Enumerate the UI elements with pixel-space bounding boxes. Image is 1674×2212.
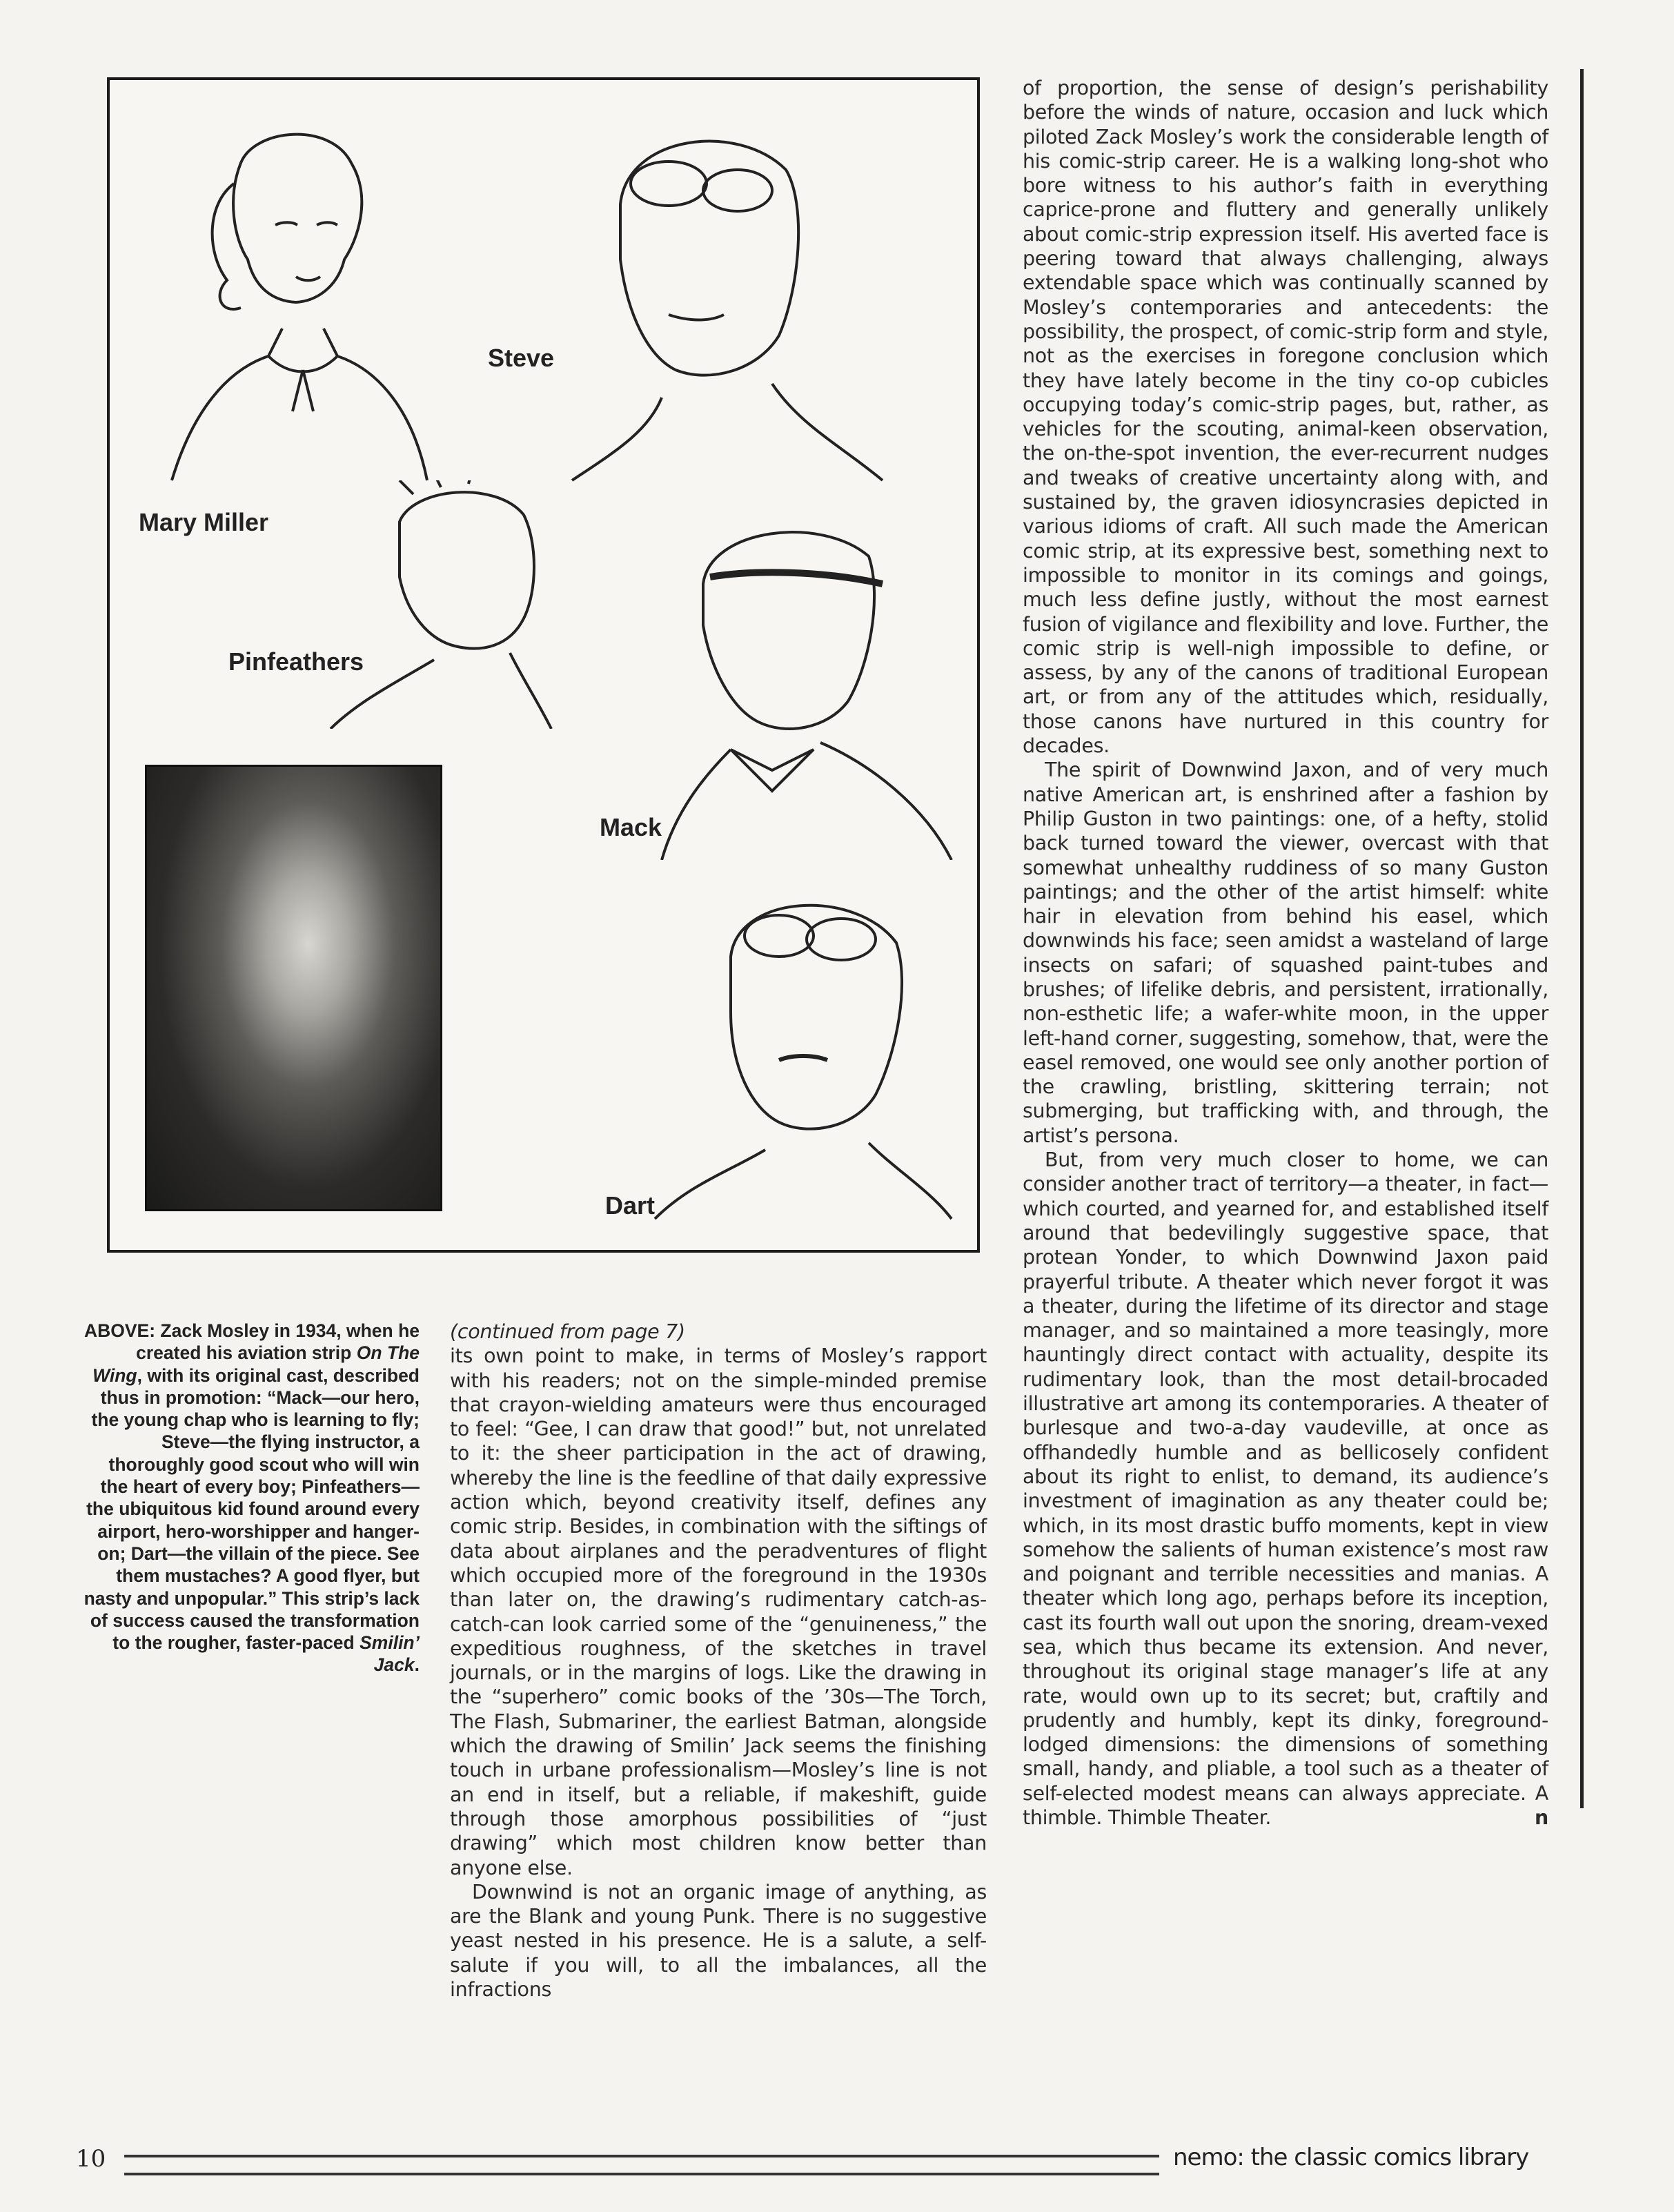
magazine-name: nemo: the classic comics library xyxy=(1173,2144,1529,2171)
label-pinfeathers: Pinfeathers xyxy=(228,647,364,676)
paragraph: The spirit of Downwind Jaxon, and of very much native American art, is enshrined after a fashion by Philip Guston in two paintings: one, of a hefty, stolid back turned toward the viewer, overcast with that somewhat unhealthy ruddiness of so many Guston paintings; and the other of the artist himself: white hair in elevation from behind his easel, which downwinds his face; seen amidst a wasteland of large insects on safari; of squashed paint-tubes and brushes; of lifelike debris, and persistent, irrationally, non-esthetic life; a wafer-white moon, in the upper left-hand corner, suggesting, somehow, that, were the easel removed, one would see only another portion of the crawling, bristling, skittering terrain; not submerging, but trafficking with, and through, the artist’s persona. xyxy=(1023,758,1548,1147)
zack-mosley-photo xyxy=(145,765,442,1211)
article-column-right xyxy=(1023,76,1548,1830)
dart-sketch xyxy=(607,874,965,1233)
caption-text: Zack Mosley in 1934, when he created his aviation strip xyxy=(136,1320,420,1364)
caption-strip-title: Smilin’ Jack xyxy=(360,1632,420,1676)
caption-lead: ABOVE: xyxy=(83,1320,156,1341)
footer-double-rule xyxy=(124,2155,1159,2175)
caption-text: , with its original cast, described thus in promotion: “Mack—our hero, the young chap who is learning to fly; Steve—the flying instructor, a thoroughly good scout who will win the heart of every boy; Pinfeathers—the ubiquitous kid found around every airport, hero-worshipper and hanger-on; Dart—the villain of the piece. See them mustaches? A good flyer, but nasty and unpopular.” This strip’s lack of success caused the transformation to the rougher, faster-paced xyxy=(83,1364,420,1654)
paragraph: Downwind is not an organic image of anything, as are the Blank and young Punk. There is no suggestive yeast nested in his presence. He is a salute, a self-salute if you will, to all the imbalances, all the infractions xyxy=(450,1880,987,2001)
continued-note: (continued from page 7) xyxy=(450,1320,685,1343)
label-mack: Mack xyxy=(600,813,662,841)
label-mary-miller: Mary Miller xyxy=(139,508,269,536)
paragraph xyxy=(1023,1148,1548,1830)
page-number: 10 xyxy=(76,2145,106,2173)
steve-sketch xyxy=(510,108,896,494)
paragraph: its own point to make, in terms of Mosley’s rapport with his readers; not on the simple-minded premise that crayon-wielding amateurs were thus encouraged to feel: “Gee, I can draw that good!” but, not unrelated to it: the sheer participation in the act of drawing, whereby the line is the feedline of that daily expressive action which, beyond creativity itself, defines any comic strip. Besides, in combination with the siftings of data about airplanes and the peradventures of flight which occupied more of the foreground in the 1930s than later on, the drawing’s rudimentary catch-as-catch-can look carried some of the “genuineness,” the expeditious roughness, of the sketches in travel journals, or in the margins of logs. Like the drawing in the “superhero” comic books of the ’30s—The Torch, The Flash, Submariner, the earliest Batman, alongside which the drawing of Smilin’ Jack seems the finishing touch in urbane professionalism—Mosley’s line is not an end in itself, but a reliable, if makeshift, guide through those amorphous possibilities of “just drawing” which most children know better than anyone else. xyxy=(450,1344,987,1879)
label-steve: Steve xyxy=(488,344,555,372)
caption-strip-title: On The Wing xyxy=(92,1342,420,1386)
paragraph-text: But, from very much closer to home, we can consider another tract of territory—a theater, in fact—which courted, and yearned for, and established itself around that bedevilingly suggestive space, that protean Yonder, to which Downwind Jaxon paid prayerful tribute. A theater which never forgot it was a theater, during the lifetime of its director and stage manager, and so maintained a more teasingly, more hauntingly direct contact with actuality, despite its rudimentary look, than the most detail-brocaded illustrative art among its contemporaries. A theater of burlesque and two-a-day vaudeville, at once as offhandedly humble and as bellicosely confident about its right to enlist, to demand, its audience’s investment of imagination as any theater could be; which, in its most drastic buffo moments, kept in view somehow the salients of human existence’s most raw and poignant and terrible necessities and manias. A theater which long ago, perhaps before its inception, cast its fourth wall out upon the snoring, dream-vexed sea, which thus became its extension. And never, throughout its original stage manager’s life at any rate, would own up to its secret; but, craftily and prudently and humbly, kept its dinky, foreground-lodged dimensions: the dimensions of something small, handy, and pliable, a tool such as a theater of self-elected modest means can always appreciate. A thimble. Thimble Theater. xyxy=(1023,1148,1548,1830)
page-footer xyxy=(69,2140,1628,2181)
caption-text: . xyxy=(414,1654,420,1676)
photo-caption xyxy=(81,1320,420,1676)
mack-sketch xyxy=(648,501,965,860)
mary-miller-sketch xyxy=(151,121,441,508)
column-rule xyxy=(1580,69,1584,1808)
pinfeathers-sketch xyxy=(317,480,607,729)
article-column-middle xyxy=(450,1320,987,2001)
label-dart: Dart xyxy=(605,1191,656,1220)
end-mark: n xyxy=(1535,1806,1548,1830)
paragraph: of proportion, the sense of design’s perishability before the winds of nature, occasion and luck which piloted Zack Mosley’s work the considerable length of his comic-strip career. He is a walking long-shot who bore witness to his author’s faith in everything caprice-prone and fluttery and generally unlikely about comic-strip expression itself. His averted face is peering toward that always challenging, always extendable space which was continually scanned by Mosley’s contemporaries and antecedents: the possibility, the prospect, of comic-strip form and style, not as the exercises in foregone conclusion which they have lately become in the tiny co-op cubicles occupying today’s comic-strip pages, but, rather, as vehicles for the scouting, animal-keen observation, the on-the-spot invention, the ever-recurrent nudges and tweaks of creative uncertainty along with, and sustained by, the graven idiosyncrasies depicted in various idioms of craft. All such made the American comic strip, at its expressive best, something next to impossible to monitor in its comings and goings, much less define justly, without the most earnest fusion of vigilance and flexibility and love. Further, the comic strip is well-nigh impossible to define, or assess, by any of the canons of traditional European art, or from any of the attitudes which, residually, those canons have nurtured in this country for decades. xyxy=(1023,77,1548,758)
